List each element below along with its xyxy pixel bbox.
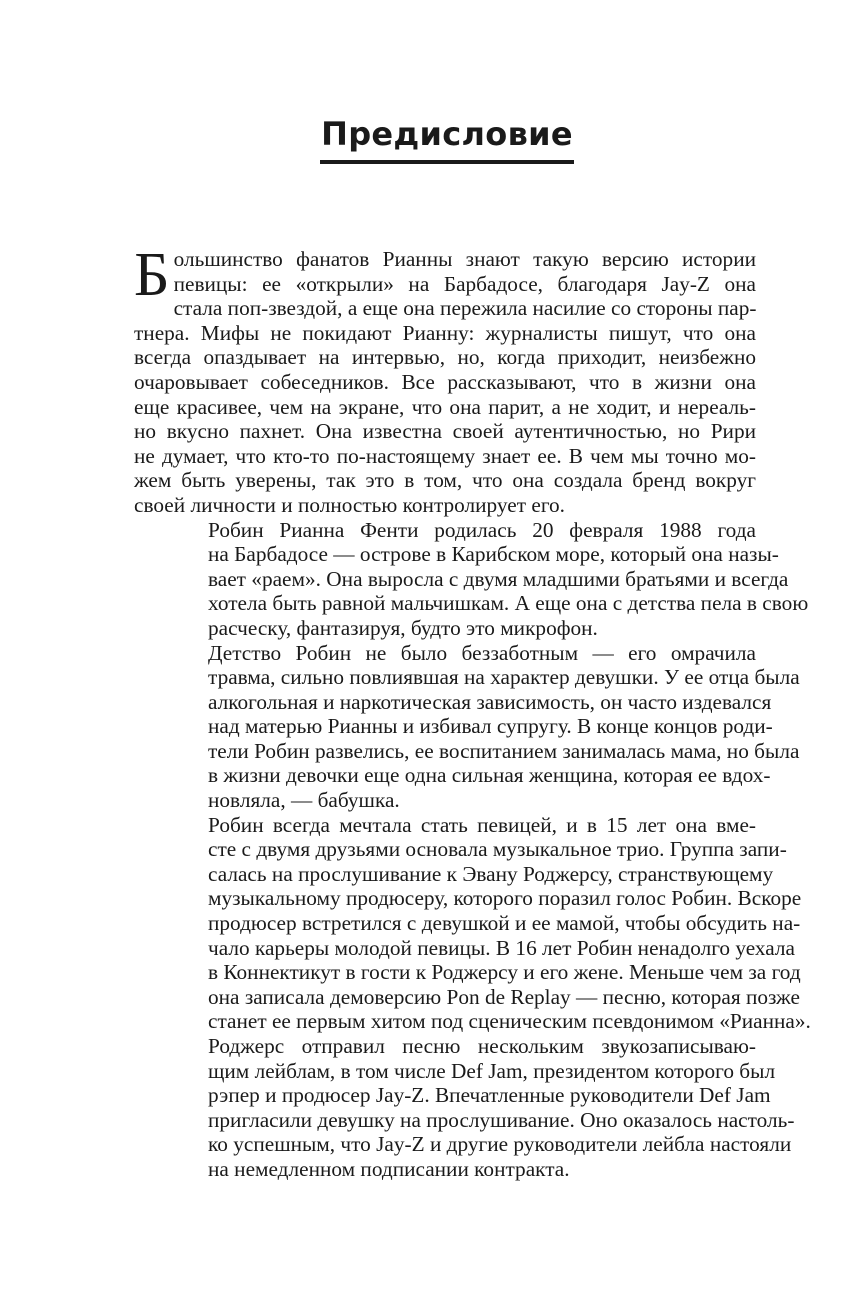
chapter-title: Предисловие: [321, 115, 573, 153]
drop-cap: Б: [134, 241, 170, 309]
text-line: травма, сильно повлиявшая на характер девушки. У ее отца была: [208, 665, 800, 690]
text-line: Детство Робин не было беззаботным — его омрачила: [208, 640, 756, 665]
text-line: тнера. Мифы не покидают Рианну: журналисты пишут, что она: [134, 320, 756, 345]
text-line: Робин Рианна Фенти родилась 20 февраля 1988 года: [208, 517, 756, 542]
text-line: всегда опаздывает на интервью, но, когда приходит, неизбежно: [134, 345, 756, 370]
text-line: ко успешным, что Jay-Z и другие руководители лейбла настояли: [208, 1132, 792, 1157]
text-line: жем быть уверены, так это в том, что она создала бренд вокруг: [134, 468, 756, 493]
text-line: музыкальному продюсеру, которого поразил голос Робин. Вскоре: [208, 886, 802, 911]
text-line: в жизни девочки еще одна сильная женщина, которая ее вдох-: [208, 763, 771, 788]
text-line: тели Робин развелись, ее воспитанием занималась мама, но была: [208, 738, 800, 763]
text-line: рэпер и продюсер Jay-Z. Впечатленные руководители Def Jam: [208, 1083, 771, 1108]
text-line: очаровывает собеседников. Все рассказывают, что в жизни она: [134, 369, 756, 394]
text-line: ольшинство фанатов Рианны знают такую версию истории: [173, 247, 756, 271]
text-line: чало карьеры молодой певицы. В 16 лет Робин ненадолго уехала: [208, 935, 796, 960]
text-line: станет ее первым хитом под сценическим псевдонимом «Рианна».: [208, 1009, 811, 1034]
text-line: хотела быть равной мальчишкам. А еще она с детства пела в свою: [208, 591, 809, 616]
text-line: щим лейблам, в том числе Def Jam, президентом которого был: [208, 1058, 776, 1083]
text-line: не думает, что кто-то по-настоящему знает ее. В чем мы точно мо-: [134, 443, 756, 468]
text-line: над матерью Рианны и избивал супругу. В конце концов роди-: [208, 714, 773, 739]
text-line: еще красивее, чем на экране, что она парит, а не ходит, и нереаль-: [134, 394, 756, 419]
text-line: сте с двумя друзьями основала музыкальное трио. Группа запи-: [208, 837, 787, 862]
text-line: певицы: ее «открыли» на Барбадосе, благодаря Jay-Z она: [173, 271, 756, 296]
text-line: на немедленном подписании контракта.: [208, 1156, 570, 1181]
text-line: стала поп-звездой, а еще она пережила насилие со стороны пар-: [173, 296, 757, 321]
text-line: но вкусно пахнет. Она известна своей аутентичностью, но Рири: [134, 419, 756, 444]
paragraph-5: [134, 1034, 795, 1182]
paragraph-1: [134, 241, 757, 518]
paragraph-3: [134, 640, 800, 813]
paragraph-2: [134, 517, 809, 641]
text-line: в Коннектикут в гости к Роджерсу и его жене. Меньше чем за год: [208, 960, 801, 985]
paragraph-4: [134, 812, 811, 1034]
text-line: расческу, фантазируя, будто это микрофон.: [208, 615, 598, 640]
body-text: [134, 241, 811, 1182]
text-line: своей личности и полностью контролирует его.: [134, 492, 566, 517]
text-line: Робин всегда мечтала стать певицей, и в 15 лет она вме-: [208, 812, 756, 837]
text-line: продюсер встретился с девушкой и ее мамой, чтобы обсудить на-: [208, 911, 801, 936]
text-line: на Барбадосе — острове в Карибском море, который она назы-: [208, 542, 779, 567]
text-line: она записала демоверсию Pon de Replay — песню, которая позже: [208, 984, 800, 1009]
text-line: Роджерс отправил песню нескольким звукозаписываю-: [208, 1034, 756, 1058]
text-line: пригласили девушку на прослушивание. Оно оказалось настоль-: [208, 1107, 795, 1132]
title-underline: [320, 160, 574, 164]
text-line: новляла, — бабушка.: [208, 788, 400, 813]
text-line: алкогольная и наркотическая зависимость, он часто издевался: [208, 689, 772, 714]
text-line: вает «раем». Она выросла с двумя младшими братьями и всегда: [208, 566, 789, 591]
text-line: салась на прослушивание к Эвану Роджерсу, странствующему: [208, 861, 774, 886]
